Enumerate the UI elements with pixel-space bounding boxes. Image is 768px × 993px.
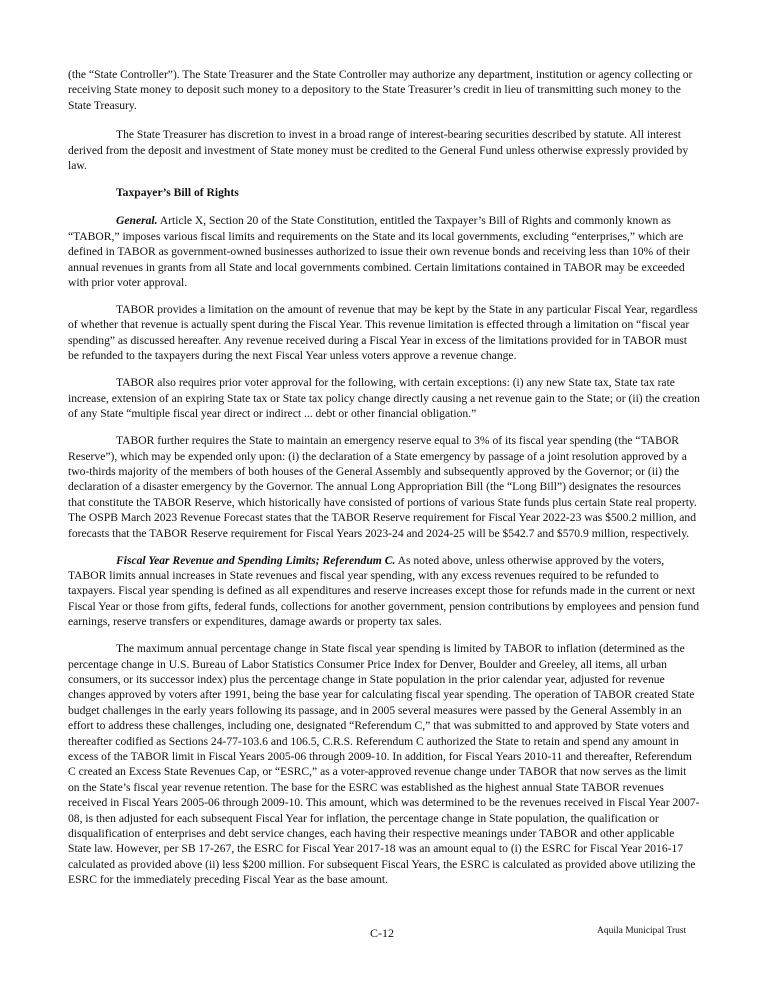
runin-heading-general: General. (116, 214, 158, 228)
document-page (68, 67, 700, 899)
paragraph-spending-limits (68, 553, 700, 630)
paragraph-tabor-general-text: Article X, Section 20 of the State Constitution, entitled the Taxpayer’s Bill of Rights and commonly known as “TABOR,” imposes various fiscal limits and requirements on the State and its local governments, excluding “enterprises,” which are defined in TABOR as government-owned businesses authorized to issue their own revenue bonds and receiving less than 10% of their annual revenues in grants from all State and local governments combined. Certain limitations contained in TABOR may be exceeded with prior voter approval. (68, 214, 690, 290)
page-number: C-12 (370, 926, 394, 940)
paragraph-state-controller: (the “State Controller”). The State Treasurer and the State Controller may authorize any department, institution or agency collecting or receiving State money to deposit such money to a depository to the State Treasurer’s credit in lieu of transmitting such money to the State Treasury. (68, 68, 693, 112)
paragraph-referendum-c: The maximum annual percentage change in State fiscal year spending is limited by TABOR to inflation (determined as the percentage change in U.S. Bureau of Labor Statistics Consumer Price Index for Denver, Boulder and Greeley, all items, all urban consumers, or its successor index) plus the percentage change in State population in the prior calendar year, adjusted for revenue changes approved by voters after 1991, being the base year for calculating fiscal year spending. The operation of TABOR created State budget challenges in the early years following its passage, and in 2005 several measures were passed by the General Assembly in an effort to address these challenges, including one, designated “Referendum C,” that was submitted to and approved by State voters and thereafter codified as Sections 24-77-103.6 and 106.5, C.R.S. Referendum C authorized the State to retain and spend any amount in excess of the TABOR limit in Fiscal Years 2005-06 through 2009-10. In addition, for Fiscal Years 2010-11 and thereafter, Referendum C created an Excess State Revenues Cap, or “ESRC,” as a voter-approved revenue change under TABOR that now serves as the limit on the State’s fiscal year revenue retention. The base for the ESRC was established as the highest annual State TABOR revenues received in Fiscal Years 2005-06 through 2009-10. This amount, which was determined to be the revenues received in Fiscal Year 2007-08, is then adjusted for each subsequent Fiscal Year for inflation, the percentage change in State population, the qualification or disqualification of enterprises and debt service changes, each having their respective meanings under TABOR and other applicable State law. However, per SB 17-267, the ESRC for Fiscal Year 2017-18 was an amount equal to (i) the ESRC for Fiscal Year 2016-17 calculated as provided above (ii) less $200 million. For subsequent Fiscal Years, the ESRC is calculated as provided above utilizing the ESRC for the immediately preceding Fiscal Year as the base amount. (68, 642, 700, 887)
paragraph-voter-approval: TABOR also requires prior voter approval for the following, with certain exceptions: (i) any new State tax, State tax rate increase, extension of an expiring State tax or State tax policy change directly causing a net revenue gain to the State; or (ii) the creation of any State “multiple fiscal year direct or indirect ... debt or other financial obligation.” (68, 376, 700, 421)
paragraph-treasurer-investment: The State Treasurer has discretion to invest in a broad range of interest-bearing securities described by statute. All interest derived from the deposit and investment of State money must be credited to the General Fund unless otherwise expressly provided by law. (68, 128, 689, 173)
paragraph-spending-limits-text: As noted above, unless otherwise approved by the voters, TABOR limits annual increases in State revenues and fiscal year spending, with any excess revenues required to be refunded to taxpayers. Fiscal year spending is defined as all expenditures and reserve increases except those for refunds made in the current or next Fiscal Year or those from gifts, federal funds, collections for another government, pension contributions by employees and pension fund earnings, reserve transfers or expenditures, damage awards or property tax sales. (68, 553, 700, 629)
section-heading-taxpayers-bill-of-rights: Taxpayer’s Bill of Rights (116, 186, 239, 200)
footer-source: Aquila Municipal Trust (597, 926, 687, 936)
paragraph-revenue-limitation: TABOR provides a limitation on the amount of revenue that may be kept by the State in any particular Fiscal Year, regardless of whether that revenue is actually spent during the Fiscal Year. This revenue limitation is effected through a limitation on “fiscal year spending” as discussed hereafter. Any revenue received during a Fiscal Year in excess of the limitations provided for in TABOR must be refunded to the taxpayers during the next Fiscal Year unless voters approve a revenue change. (68, 303, 698, 363)
paragraph-tabor-general (68, 213, 700, 290)
runin-heading-fiscal-year-limits: Fiscal Year Revenue and Spending Limits; Referendum C. (116, 553, 396, 567)
paragraph-tabor-reserve: TABOR further requires the State to maintain an emergency reserve equal to 3% of its fiscal year spending (the “TABOR Reserve”), which may be expended only upon: (i) the declaration of a State emergency by passage of a joint resolution approved by a two-thirds majority of the members of both houses of the General Assembly and subsequently approved by the Governor; or (ii) the declaration of a disaster emergency by the Governor. The annual Long Appropriation Bill (the “Long Bill”) designates the resources that constitute the TABOR Reserve, which historically have consisted of portions of various State funds plus certain State real property. The OSPB March 2023 Revenue Forecast states that the TABOR Reserve requirement for Fiscal Year 2022-23 was $500.2 million, and forecasts that the TABOR Reserve requirement for Fiscal Years 2023-24 and 2024-25 will be $542.7 and $570.9 million, respectively. (68, 434, 697, 540)
